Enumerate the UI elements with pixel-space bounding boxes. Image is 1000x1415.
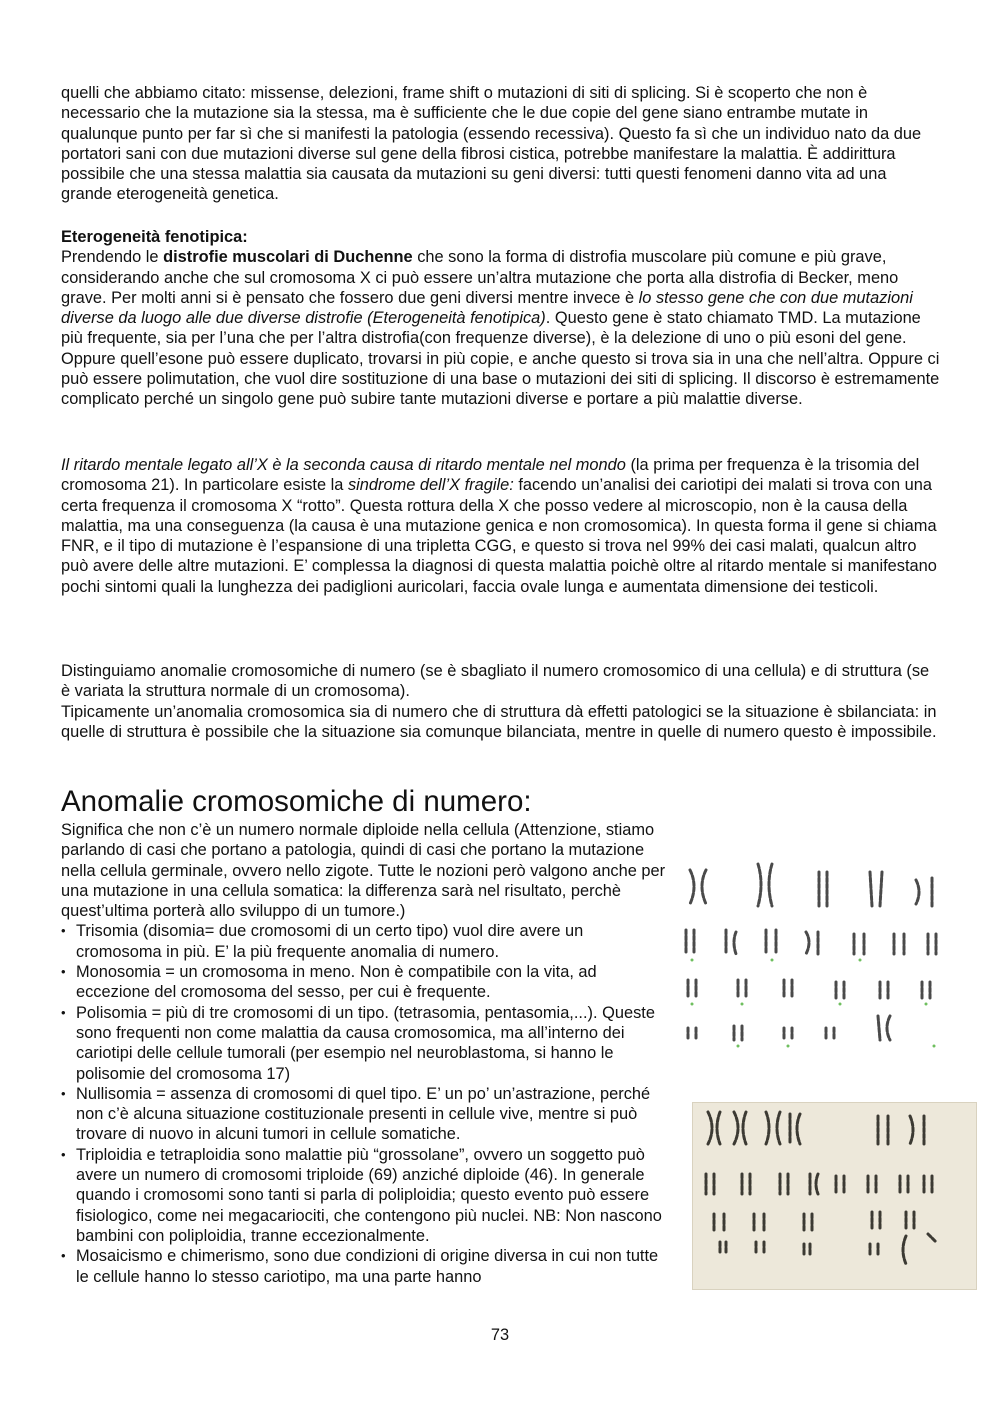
section-eterogeneita-fenotipica <box>61 227 941 410</box>
list-item: • Nullisomia = assenza di cromosomi di quel tipo. E’ un po’ un’astrazione, perché non c’è alcuna situazione costituzionale presenti in cellule vive, mentre si può trovare di nuovo in alcuni tumori in cellule somatiche. <box>61 1084 941 1145</box>
heading-anomalie-numero: Anomalie cromosomiche di numero: <box>61 785 532 818</box>
list-item: • Polisomia = più di tre cromosomi di un tipo. (tetrasomia, pentasomia,...). Queste sono frequenti non come malattia da causa cromosomica, ma all’interno dei cariotipi delle cellule tumorali (per esempio nel neuroblastoma, si hanno le polisomie del cromosoma 17) <box>61 1003 941 1084</box>
section-title-fenotipica: Eterogeneità fenotipica: <box>61 228 248 246</box>
karyotype-image-top <box>676 856 946 1052</box>
same-gene-italic: lo stesso gene che con due mutazioni diverse da luogo alle due diverse distrofie (Eterogeneità fenotipica) <box>61 288 913 328</box>
page-number: 73 <box>490 1326 510 1344</box>
section-anomalie-intro <box>61 661 941 742</box>
paragraph-intro: quelli che abbiamo citato: missense, delezioni, frame shift o mutazioni di siti di splicing. Si è scoperto che non è necessario che la mutazione sia la stessa, ma è sufficiente che le due copie del gene siano entrambe mutate in qualunque punto per far sì che si manifesti la patologia (essendo recessiva). Questo fa sì che un individuo nato da due portatori sani con due mutazioni diverse sul gene della fibrosi cistica, potrebbe manifestare la malattia. È addirittura possibile che una stessa malattia sia causata da mutazioni su geni diversi: tutti questi fenomeni danno vita ad una grande eterogeneità genetica. <box>61 84 922 204</box>
list-item: • Triploidia e tetraploidia sono malattie più “grossolane”, ovvero un soggetto può avere un numero di cromosomi triploide (69) anziché diploide (46). In generale quando i cromosomi sono tanti si parla di poliploidia; questo evento può essere fisiologico, come nei megacariociti, che contengono più nuclei. NB: Non nascono bambini con poliploidia, tranne eccezionalmente. <box>61 1145 941 1246</box>
list-item: • Monosomia = un cromosoma in meno. Non è compatibile con la vita, ad eccezione del cromosoma del sesso, per cui è frequente. <box>61 962 941 1003</box>
duchenne-bold: distrofie muscolari di Duchenne <box>163 248 413 267</box>
karyotype-image-bottom <box>692 1102 977 1290</box>
paragraph-ritardo-mentale: Il ritardo mentale legato all’X è la seconda causa di ritardo mentale nel mondo (la prima per frequenza è la trisomia del cromosoma 21). In particolare esiste la sindrome dell’X fragile: facendo un’analisi dei cariotipi dei malati si trova con una certa frequenza il cromosoma X “rotto”. Questa rottura della X che posso vedere al microscopio, non è la causa della malattia, ma una conseguenza (la causa è una mutazione genica e non cromosomica). In questa forma il gene si chiama FNR, e il tipo di mutazione è l’espansione di una tripletta CGG, e questo si trova nel 99% dei casi malati, qualcun altro può avere delle altre mutazioni. E’ complessa la diagnosi di questa malattia poichè oltre al ritardo mentale si manifestano pochi sintomi quali la lunghezza dei padiglioni auricolari, faccia ovale lunga e aumentata dimensione dei testicoli. <box>61 456 937 596</box>
list-item: • Trisomia (disomia= due cromosomi di un certo tipo) vuol dire avere un cromosoma in più. E’ la più frequente anomalia di numero. <box>61 921 941 962</box>
paragraph-significa: Significa che non c’è un numero normale diploide nella cellula (Attenzione, stiamo parlando di casi che portano a patologia, quindi di casi che portano la mutazione nella cellula germinale, ovvero nello zigote. Tutte le nozioni però valgono anche per una mutazione in una cellula somatica: la differenza sarà nel risultato, perchè quest’ultima porterà allo sviluppo di un tumore.) <box>61 821 666 921</box>
paragraph-duchenne: Prendendo le distrofie muscolari di Duchenne che sono la forma di distrofia muscolare più comune e più grave, considerando anche che sul cromosoma X ci può essere un’altra mutazione che porta alla distrofia di Becker, meno grave. Per molti anni si è pensato che fossero due geni diversi mentre invece è lo stesso gene che con due mutazioni diverse da luogo alle due diverse distrofie (Eterogeneità fenotipica). Questo gene è stato chiamato TMD. La mutazione più frequente, sia per l’una che per l’altra distrofia(con frequenze diverse), è la delezione di uno o più esoni del gene. Oppure quell’esone può essere duplicato, trovarsi in più copie, e anche questo si trova sia in una che nell’altra. Oppure ci può essere polimutation, che vuol dire sostituzione di una base o mutazioni dei siti di splicing. Il discorso è estremamente complicato perché un singolo gene può subire tante mutazioni diverse e portare a più malattie diverse. <box>61 248 940 409</box>
paragraph-tipicamente: Tipicamente un’anomalia cromosomica sia di numero che di struttura dà effetti patologici se la situazione è sbilanciata: in quelle di struttura è possibile che la situazione sia comunque bilanciata, mentre in quelle di numero questo è impossibile. <box>61 702 937 741</box>
paragraph-distinguiamo: Distinguiamo anomalie cromosomiche di numero (se è sbagliato il numero cromosomico di una cellula) e di struttura (se è variata la struttura normale di un cromosoma). <box>61 662 930 701</box>
list-item: • Mosaicismo e chimerismo, sono due condizioni di origine diversa in cui non tutte le cellule hanno lo stesso cariotipo, ma una parte hanno <box>61 1246 941 1287</box>
